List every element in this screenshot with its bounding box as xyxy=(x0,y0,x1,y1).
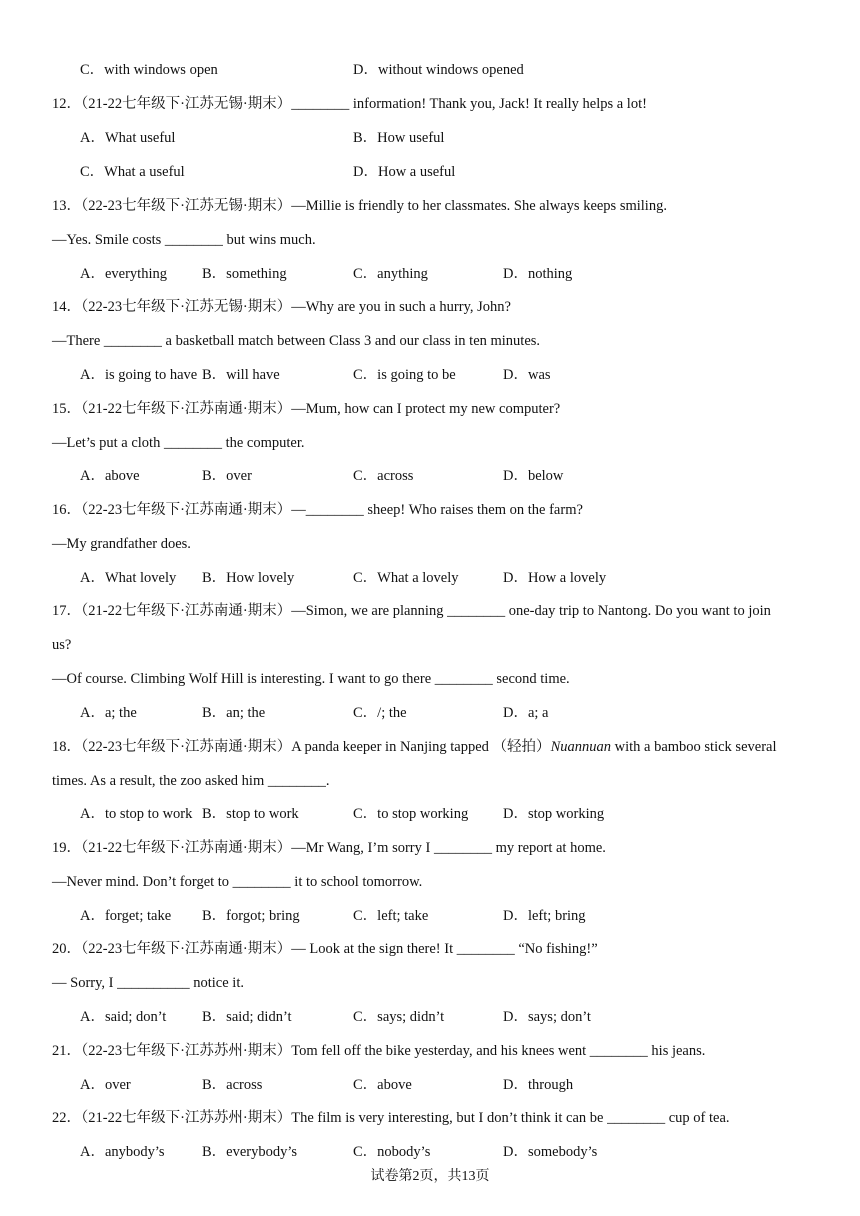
option-d: D．How a lovely xyxy=(503,570,607,586)
option-a: A．to stop to work xyxy=(80,806,193,822)
question-19-reply: —Never mind. Don’t forget to ________ it to school tomorrow. xyxy=(52,874,423,890)
option-b: B．across xyxy=(202,1077,263,1093)
option-d: D．without windows opened xyxy=(353,62,524,78)
option-b: B．over xyxy=(202,468,252,484)
option-d: D．says; don’t xyxy=(503,1009,591,1025)
question-21-stem: 21．（22-23七年级下·江苏苏州·期末）Tom fell off the bike yesterday, and his knees went ________ his jeans. xyxy=(52,1043,706,1059)
question-15-stem: 15．（21-22七年级下·江苏南通·期末）—Mum, how can I protect my new computer? xyxy=(52,401,561,417)
option-c: C．What a useful xyxy=(80,164,185,180)
question-18-stem-italic: Nuannuan xyxy=(550,739,611,755)
question-14-reply: —There ________ a basketball match between Class 3 and our class in ten minutes. xyxy=(52,333,541,349)
option-c: C．anything xyxy=(353,266,428,282)
option-a: A．What useful xyxy=(80,130,176,146)
option-a: A．above xyxy=(80,468,140,484)
option-b: B．How useful xyxy=(353,130,445,146)
option-b: B．everybody’s xyxy=(202,1144,298,1160)
question-18-stem-post: with a bamboo stick several xyxy=(610,739,777,755)
option-b: B．stop to work xyxy=(202,806,299,822)
option-c: C．above xyxy=(353,1077,412,1093)
option-c: C．/; the xyxy=(353,705,407,721)
option-a: A．said; don’t xyxy=(80,1009,167,1025)
question-13-reply: —Yes. Smile costs ________ but wins much. xyxy=(52,232,316,248)
option-b: B．an; the xyxy=(202,705,266,721)
option-a: A．forget; take xyxy=(80,908,172,924)
option-d: D．left; bring xyxy=(503,908,586,924)
question-20-reply: — Sorry, I __________ notice it. xyxy=(52,975,244,991)
option-c: C．nobody’s xyxy=(353,1144,431,1160)
option-a: A．over xyxy=(80,1077,131,1093)
option-c: C．across xyxy=(353,468,414,484)
option-d: D．nothing xyxy=(503,266,573,282)
question-18-stem-continued: times. As a result, the zoo asked him ________. xyxy=(52,773,330,789)
option-b: B．said; didn’t xyxy=(202,1009,292,1025)
option-d: D．somebody’s xyxy=(503,1144,598,1160)
question-13-stem: 13．（22-23七年级下·江苏无锡·期末）—Millie is friendly to her classmates. She always keeps smiling. xyxy=(52,198,667,214)
page-footer: 试卷第2页，共13页 xyxy=(370,1169,490,1184)
option-d: D．through xyxy=(503,1077,574,1093)
option-a: A．What lovely xyxy=(80,570,177,586)
option-c: C．with windows open xyxy=(80,62,218,78)
option-d: D．How a useful xyxy=(353,164,456,180)
option-d: D．a; a xyxy=(503,705,549,721)
option-a: A．everything xyxy=(80,266,167,282)
option-a: A．is going to have xyxy=(80,367,198,383)
option-d: D．was xyxy=(503,367,551,383)
option-c: C．is going to be xyxy=(353,367,456,383)
question-18-stem xyxy=(52,738,776,756)
question-19-stem: 19．（21-22七年级下·江苏南通·期末）—Mr Wang, I’m sorry I ________ my report at home. xyxy=(52,840,606,856)
option-d: D．below xyxy=(503,468,564,484)
question-20-stem: 20．（22-23七年级下·江苏南通·期末）— Look at the sign there! It ________ “No fishing!” xyxy=(52,941,598,957)
question-12-stem: 12．（21-22七年级下·江苏无锡·期末）________ information! Thank you, Jack! It really helps a lot! xyxy=(52,96,647,112)
question-17-reply: —Of course. Climbing Wolf Hill is interesting. I want to go there ________ second time. xyxy=(52,671,570,687)
option-b: B．forgot; bring xyxy=(202,908,300,924)
option-c: C．What a lovely xyxy=(353,570,459,586)
option-c: C．left; take xyxy=(353,908,429,924)
question-17-stem-continued: us? xyxy=(52,637,72,653)
option-a: A．anybody’s xyxy=(80,1144,165,1160)
option-a: A．a; the xyxy=(80,705,137,721)
option-c: C．to stop working xyxy=(353,806,469,822)
option-d: D．stop working xyxy=(503,806,605,822)
question-18-stem-pre: 18．（22-23七年级下·江苏南通·期末）A panda keeper in Nanjing tapped （轻拍） xyxy=(52,739,551,755)
question-17-stem: 17．（21-22七年级下·江苏南通·期末）—Simon, we are planning ________ one-day trip to Nantong. Do you want to join xyxy=(52,603,771,619)
question-16-stem: 16．（22-23七年级下·江苏南通·期末）—________ sheep! Who raises them on the farm? xyxy=(52,502,583,518)
option-c: C．says; didn’t xyxy=(353,1009,445,1025)
option-b: B．something xyxy=(202,266,287,282)
question-15-reply: —Let’s put a cloth ________ the computer. xyxy=(52,435,305,451)
question-16-reply: —My grandfather does. xyxy=(52,536,191,552)
option-b: B．How lovely xyxy=(202,570,295,586)
option-b: B．will have xyxy=(202,367,280,383)
question-22-stem: 22．（21-22七年级下·江苏苏州·期末）The film is very interesting, but I don’t think it can be ________ cup of tea. xyxy=(52,1110,730,1126)
question-14-stem: 14．（22-23七年级下·江苏无锡·期末）—Why are you in such a hurry, John? xyxy=(52,299,511,315)
